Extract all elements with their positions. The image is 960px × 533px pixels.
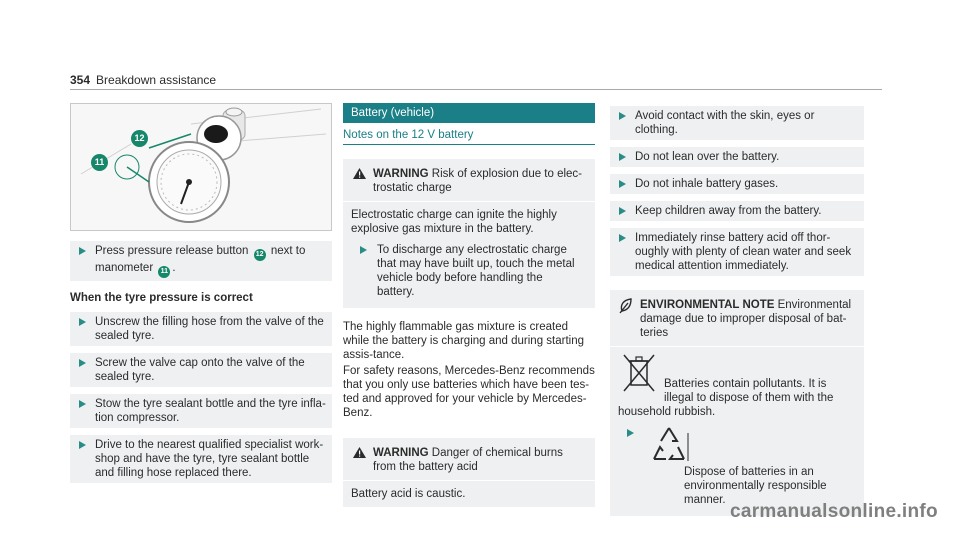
paragraph-safety: For safety reasons, Mercedes-Benz recommends that you only use batteries which have been tes-ted and approved for your vehicle by Mercedes-Benz.: [343, 365, 595, 419]
step-screw-cap: Screw the valve cap onto the valve of the sealed tyre.: [70, 353, 332, 387]
step-unscrew-hose: Unscrew the filling hose from the valve of the sealed tyre.: [70, 312, 332, 346]
warning-triangle-icon: [353, 168, 366, 179]
step-arrow-icon: [360, 246, 367, 254]
notes-heading: Notes on the 12 V battery: [343, 123, 595, 145]
section-title: Breakdown assistance: [96, 73, 217, 87]
manometer-illustration: [70, 103, 332, 231]
step-keep-children-away: Keep children away from the battery.: [610, 201, 864, 221]
warning-label: WARNING: [373, 168, 429, 180]
step-press-release: Press pressure release button 12 next to manometer 11 .: [70, 241, 332, 281]
environmental-note-box: [610, 290, 864, 516]
step-arrow-icon: [79, 441, 86, 449]
ref-12-badge: 12: [254, 249, 266, 261]
column-left: [70, 103, 332, 483]
callout-12: 12: [131, 130, 148, 147]
crossed-bin-icon: [622, 353, 656, 393]
step-arrow-icon: [619, 207, 626, 215]
step-arrow-icon: [619, 234, 626, 242]
warning-header: [343, 438, 595, 481]
warning-header: [343, 159, 595, 202]
subheading-tyre-pressure: When the tyre pressure is correct: [70, 292, 253, 304]
callout-11: 11: [91, 154, 108, 171]
warning-title: Risk of explosion due to elec-trostatic charge: [373, 168, 583, 194]
step-arrow-icon: [79, 400, 86, 408]
warning-triangle-icon: [353, 447, 366, 458]
step-arrow-icon: [79, 318, 86, 326]
step-arrow-icon: [79, 247, 86, 255]
watermark: carmanualsonline.info: [730, 501, 938, 522]
step-arrow-icon: [619, 112, 626, 120]
warning-label: WARNING: [373, 447, 429, 459]
step-drive-workshop: Drive to the nearest qualified specialist work-shop and have the tyre, tyre sealant bottle and filling hose replaced there.: [70, 435, 332, 483]
step-do-not-lean: Do not lean over the battery.: [610, 147, 864, 167]
section-banner-battery: Battery (vehicle): [343, 103, 595, 123]
warning-body: Electrostatic charge can ignite the highly explosive gas mixture in the battery. To discharge any electrostatic charge that may have built up, touch the metal vehicle body before handling the battery.: [343, 202, 595, 308]
warning-step: To discharge any electrostatic charge that may have built up, touch the metal vehicle body before handling the battery.: [351, 240, 587, 302]
env-note-body: [610, 347, 864, 516]
header-divider: [70, 89, 882, 90]
paragraph-gas-mixture: The highly flammable gas mixture is created while the battery is charging and during starting assis-tance.: [343, 321, 585, 361]
step-arrow-icon: [619, 180, 626, 188]
column-middle: [343, 103, 595, 507]
step-do-not-inhale: Do not inhale battery gases.: [610, 174, 864, 194]
step-arrow-icon: [79, 359, 86, 367]
column-right: [610, 103, 864, 516]
manometer-drawing: [71, 104, 332, 231]
step-stow-bottle: Stow the tyre sealant bottle and the tyre infla-tion compressor.: [70, 394, 332, 428]
step-avoid-contact: Avoid contact with the skin, eyes or clothing.: [610, 106, 864, 140]
ref-11-badge: 11: [158, 266, 170, 278]
step-arrow-icon: [627, 429, 634, 437]
env-note-title: Environmental damage due to improper disposal of bat-teries: [640, 299, 852, 339]
environment-leaf-icon: [619, 298, 633, 314]
warning-body: Battery acid is caustic.: [351, 488, 466, 500]
env-note-step: Dispose of batteries in an environmentally responsible manner.: [618, 423, 856, 510]
warning-box-acid: [343, 438, 595, 507]
recycling-icon: [648, 425, 690, 465]
env-note-header: [610, 290, 864, 347]
env-note-text: Batteries contain pollutants. It is illegal to dispose of them with the household rubbish.: [618, 378, 834, 418]
warning-title: Danger of chemical burns from the battery acid: [373, 447, 563, 473]
step-arrow-icon: [619, 153, 626, 161]
env-note-label: ENVIRONMENTAL NOTE: [640, 299, 775, 311]
step-rinse-acid: Immediately rinse battery acid off thor-oughly with plenty of clean water and seek medical attention immediately.: [610, 228, 864, 276]
warning-box-explosion: [343, 159, 595, 308]
page-header: [70, 73, 216, 87]
page-number: 354: [70, 73, 91, 87]
